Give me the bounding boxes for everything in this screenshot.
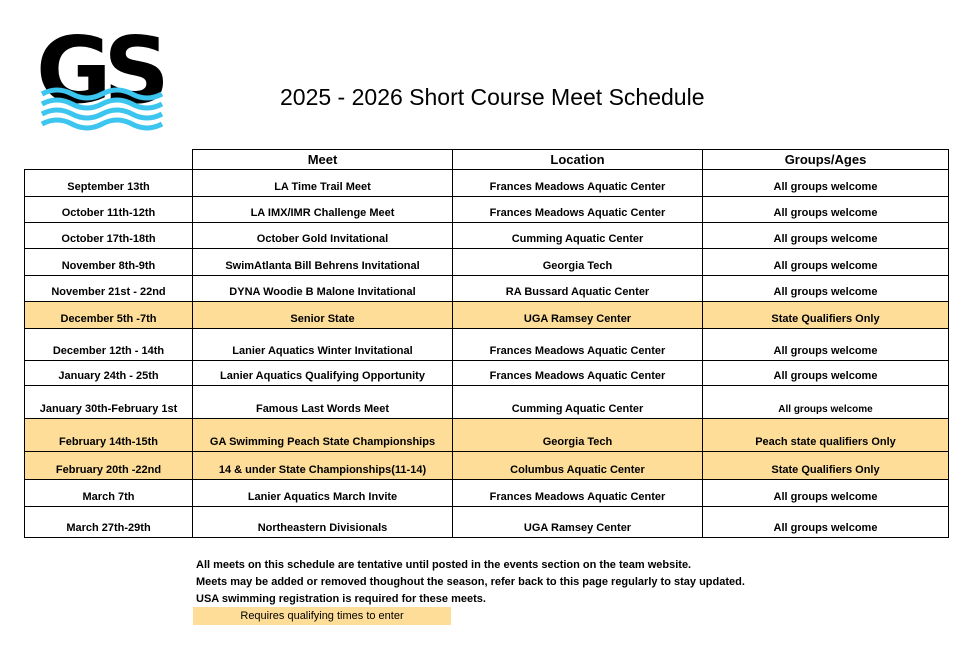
table-header-row [25, 150, 949, 170]
meet-location: Georgia Tech [453, 249, 703, 276]
meet-location: Cumming Aquatic Center [453, 386, 703, 419]
meet-name: October Gold Invitational [193, 223, 453, 249]
meet-name: SwimAtlanta Bill Behrens Invitational [193, 249, 453, 276]
meet-groups: State Qualifiers Only [703, 452, 949, 480]
meet-date: December 12th - 14th [25, 329, 193, 361]
table-row [25, 361, 949, 386]
meet-date: March 27th-29th [25, 507, 193, 538]
gs-wave-logo-icon [38, 20, 164, 138]
meet-date: January 30th-February 1st [25, 386, 193, 419]
meet-groups: All groups welcome [703, 197, 949, 223]
table-row [25, 480, 949, 507]
meet-name: Northeastern Divisionals [193, 507, 453, 538]
meet-date: October 11th-12th [25, 197, 193, 223]
meet-name: Famous Last Words Meet [193, 386, 453, 419]
table-row [25, 223, 949, 249]
table-row-qualifier [25, 452, 949, 480]
table-row [25, 170, 949, 197]
meet-date: December 5th -7th [25, 302, 193, 329]
meet-date: September 13th [25, 170, 193, 197]
meet-name: DYNA Woodie B Malone Invitational [193, 276, 453, 302]
meet-name: 14 & under State Championships(11-14) [193, 452, 453, 480]
meet-location: UGA Ramsey Center [453, 507, 703, 538]
meet-name: LA IMX/IMR Challenge Meet [193, 197, 453, 223]
meet-groups: All groups welcome [703, 223, 949, 249]
meet-date: March 7th [25, 480, 193, 507]
header-location: Location [453, 150, 703, 170]
meet-location: RA Bussard Aquatic Center [453, 276, 703, 302]
table-row-qualifier [25, 302, 949, 329]
meet-location: Frances Meadows Aquatic Center [453, 197, 703, 223]
meet-groups: All groups welcome [703, 249, 949, 276]
table-row-qualifier [25, 419, 949, 452]
meet-location: Columbus Aquatic Center [453, 452, 703, 480]
meet-groups: Peach state qualifiers Only [703, 419, 949, 452]
table-row [25, 276, 949, 302]
meet-name: Lanier Aquatics Winter Invitational [193, 329, 453, 361]
table-row [25, 386, 949, 419]
meet-name: GA Swimming Peach State Championships [193, 419, 453, 452]
meet-location: Frances Meadows Aquatic Center [453, 361, 703, 386]
table-row [25, 329, 949, 361]
meet-groups: All groups welcome [703, 276, 949, 302]
meet-location: Georgia Tech [453, 419, 703, 452]
meet-location: Frances Meadows Aquatic Center [453, 480, 703, 507]
meet-date: October 17th-18th [25, 223, 193, 249]
meet-groups: All groups welcome [703, 386, 949, 419]
meet-groups: All groups welcome [703, 507, 949, 538]
meet-name: Senior State [193, 302, 453, 329]
table-row [25, 197, 949, 223]
meet-date: November 21st - 22nd [25, 276, 193, 302]
meet-name: Lanier Aquatics March Invite [193, 480, 453, 507]
qualifier-legend: Requires qualifying times to enter [193, 607, 451, 625]
table-row [25, 249, 949, 276]
meet-location: UGA Ramsey Center [453, 302, 703, 329]
logo-letters: GS [38, 20, 162, 124]
meet-date: January 24th - 25th [25, 361, 193, 386]
meet-name: Lanier Aquatics Qualifying Opportunity [193, 361, 453, 386]
page-title: 2025 - 2026 Short Course Meet Schedule [280, 84, 705, 110]
table-row [25, 507, 949, 538]
meet-date: November 8th-9th [25, 249, 193, 276]
header-meet: Meet [193, 150, 453, 170]
meet-date: February 14th-15th [25, 419, 193, 452]
note-registration: USA swimming registration is required for these meets. [196, 593, 486, 605]
header-groups: Groups/Ages [703, 150, 949, 170]
meet-groups: All groups welcome [703, 480, 949, 507]
meet-location: Frances Meadows Aquatic Center [453, 170, 703, 197]
meet-groups: State Qualifiers Only [703, 302, 949, 329]
schedule-notes [196, 557, 745, 608]
meet-date: February 20th -22nd [25, 452, 193, 480]
meet-name: LA Time Trail Meet [193, 170, 453, 197]
header-date [25, 150, 193, 170]
meet-groups: All groups welcome [703, 170, 949, 197]
meet-location: Cumming Aquatic Center [453, 223, 703, 249]
note-changes: Meets may be added or removed thoughout the season, refer back to this page regularly to stay updated. [196, 576, 745, 588]
team-logo [38, 20, 164, 138]
meet-groups: All groups welcome [703, 361, 949, 386]
note-tentative: All meets on this schedule are tentative until posted in the events section on the team website. [196, 559, 692, 571]
meet-groups: All groups welcome [703, 329, 949, 361]
meet-location: Frances Meadows Aquatic Center [453, 329, 703, 361]
meet-schedule-table [24, 149, 949, 538]
